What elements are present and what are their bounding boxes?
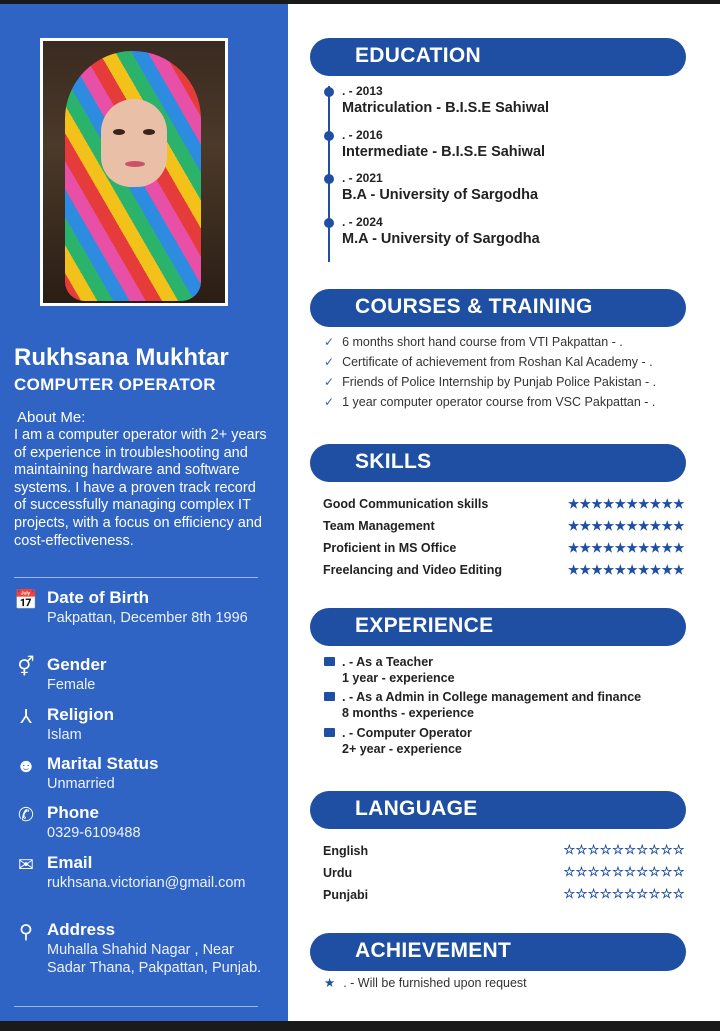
section-title: ACHIEVEMENT — [355, 939, 512, 962]
section-courses — [310, 289, 686, 327]
education-year: . - 2021 — [342, 171, 383, 185]
education-item — [342, 84, 549, 116]
info-value: Pakpattan, December 8th 1996 — [47, 610, 248, 626]
rating-stars: ★★★★★★★★★★ — [567, 541, 685, 555]
section-language — [310, 791, 686, 829]
check-icon: ✓ — [324, 375, 335, 389]
info-value: Unmarried — [47, 776, 115, 792]
rating-stars: ☆☆☆☆☆☆☆☆☆☆ — [563, 842, 685, 857]
section-title: SKILLS — [355, 450, 432, 473]
check-icon: ✓ — [324, 395, 335, 409]
gender-icon: ⚥ — [17, 657, 35, 678]
education-degree: M.A - University of Sargodha — [342, 231, 540, 247]
calendar-icon: 📅 — [14, 590, 38, 611]
education-degree: Matriculation - B.I.S.E Sahiwal — [342, 100, 550, 116]
briefcase-icon — [324, 692, 335, 701]
achievement-item: ★ . - Will be furnished upon request — [324, 976, 527, 990]
phone-icon: ✆ — [18, 805, 34, 826]
language-item: Urdu ☆☆☆☆☆☆☆☆☆☆ — [323, 864, 685, 880]
rating-stars: ☆☆☆☆☆☆☆☆☆☆ — [563, 864, 685, 879]
about-heading: About Me: — [17, 409, 86, 426]
divider — [14, 1006, 258, 1007]
education-item — [342, 215, 540, 247]
info-label: Address — [47, 920, 116, 939]
info-label: Date of Birth — [47, 588, 149, 607]
language-item: Punjabi ☆☆☆☆☆☆☆☆☆☆ — [323, 886, 685, 902]
skill-item: Good Communication skills ★★★★★★★★★★ — [323, 497, 685, 511]
marital-icon: ☻ — [16, 756, 36, 777]
info-label: Email — [47, 853, 93, 872]
section-title: LANGUAGE — [355, 797, 478, 820]
education-degree: B.A - University of Sargodha — [342, 187, 539, 203]
briefcase-icon — [324, 657, 335, 666]
education-year: . - 2024 — [342, 215, 383, 229]
bottom-border — [0, 1021, 720, 1031]
course-item: ✓ Friends of Police Internship by Punjab Police Pakistan - . — [324, 375, 657, 389]
info-value: rukhsana.victorian@gmail.com — [47, 875, 246, 891]
education-year: . - 2013 — [342, 84, 383, 98]
course-item: ✓ 6 months short hand course from VTI Pakpattan - . — [324, 335, 623, 349]
divider — [14, 577, 258, 578]
location-icon: ⚲ — [19, 922, 33, 943]
religion-icon: ⅄ — [20, 707, 32, 728]
section-experience — [310, 608, 686, 646]
briefcase-icon — [324, 728, 335, 737]
rating-stars: ★★★★★★★★★★ — [567, 519, 685, 533]
rating-stars: ★★★★★★★★★★ — [567, 497, 685, 511]
info-label: Marital Status — [47, 754, 159, 773]
section-title: EXPERIENCE — [355, 614, 494, 637]
info-label: Religion — [47, 705, 115, 724]
check-icon: ✓ — [324, 335, 335, 349]
education-degree: Intermediate - B.I.S.E Sahiwal — [342, 144, 546, 160]
rating-stars: ★★★★★★★★★★ — [567, 563, 685, 577]
profile-photo — [40, 38, 228, 306]
about-text: I am a computer operator with 2+ years of experience in troubleshooting and maintaining hardware and software systems. I have a proven track record of successfully managing complex IT projects, with a focus on efficiency and cost-effectiveness. — [14, 427, 267, 549]
rating-stars: ☆☆☆☆☆☆☆☆☆☆ — [563, 886, 685, 901]
main-content: EDUCATION . - 2013 Matriculation - B.I.S.E Sahiwal . - 2016 Intermediate - B.I.S.E Sahiwal . - 2021 B.A - University of Sargodha . - 2024 M.A - University of Sargodha COURSES & TRAINING ✓ 6 months short hand course from VTI Pakpattan - . ✓ Certificate of achievement from Roshan Kal Academy - . ✓ Friends of Police Internship by Punjab Police Pakistan - . ✓ 1 year computer operator course from VSC Pakpattan - . SKILLS Good Communication skills ★★★★★★★★★★ Team Management ★★★★★★★★★★ Proficient in MS Office ★★★★★★★★★★ Freelancing and Video Editing ★★★★★★★★★★ EXPERIENCE . - As a Teacher 1 year - experience . - As a Admin in College management and finance 8 months - experience . - Computer Operator 2+ year - experience LANGUAGE English ☆☆☆☆☆☆☆☆☆☆ Urdu ☆☆☆☆☆☆☆☆☆☆ Punjabi ☆☆☆☆☆☆☆☆☆☆ ACHIEVEMENT — [288, 4, 720, 1021]
email-icon: ✉ — [18, 855, 34, 876]
section-education — [310, 38, 686, 76]
section-skills — [310, 444, 686, 482]
skill-item: Proficient in MS Office ★★★★★★★★★★ — [323, 541, 685, 555]
check-icon: ✓ — [324, 355, 335, 369]
skill-item: Freelancing and Video Editing ★★★★★★★★★★ — [323, 563, 685, 577]
info-value: Muhalla Shahid Nagar , Near Sadar Thana, Pakpattan, Punjab. — [47, 942, 262, 976]
course-item: ✓ Certificate of achievement from Roshan Kal Academy - . — [324, 355, 653, 369]
skill-item: Team Management ★★★★★★★★★★ — [323, 519, 685, 533]
portrait-image — [43, 41, 225, 303]
section-title: EDUCATION — [355, 44, 481, 67]
education-item — [342, 128, 545, 160]
profile-title: COMPUTER OPERATOR — [14, 375, 216, 394]
info-value: Female — [47, 677, 96, 693]
info-value: 0329-6109488 — [47, 825, 141, 841]
info-value: Islam — [47, 727, 82, 743]
education-year: . - 2016 — [342, 128, 383, 142]
course-item: ✓ 1 year computer operator course from VSC Pakpattan - . — [324, 395, 656, 409]
section-achievement — [310, 933, 686, 971]
sidebar — [0, 4, 288, 1021]
section-title: COURSES & TRAINING — [355, 295, 593, 318]
star-icon: ★ — [324, 976, 336, 990]
info-label: Gender — [47, 655, 107, 674]
language-item: English ☆☆☆☆☆☆☆☆☆☆ — [323, 842, 685, 858]
education-item — [342, 171, 538, 203]
profile-name: Rukhsana Mukhtar — [14, 344, 229, 371]
info-label: Phone — [47, 803, 99, 822]
